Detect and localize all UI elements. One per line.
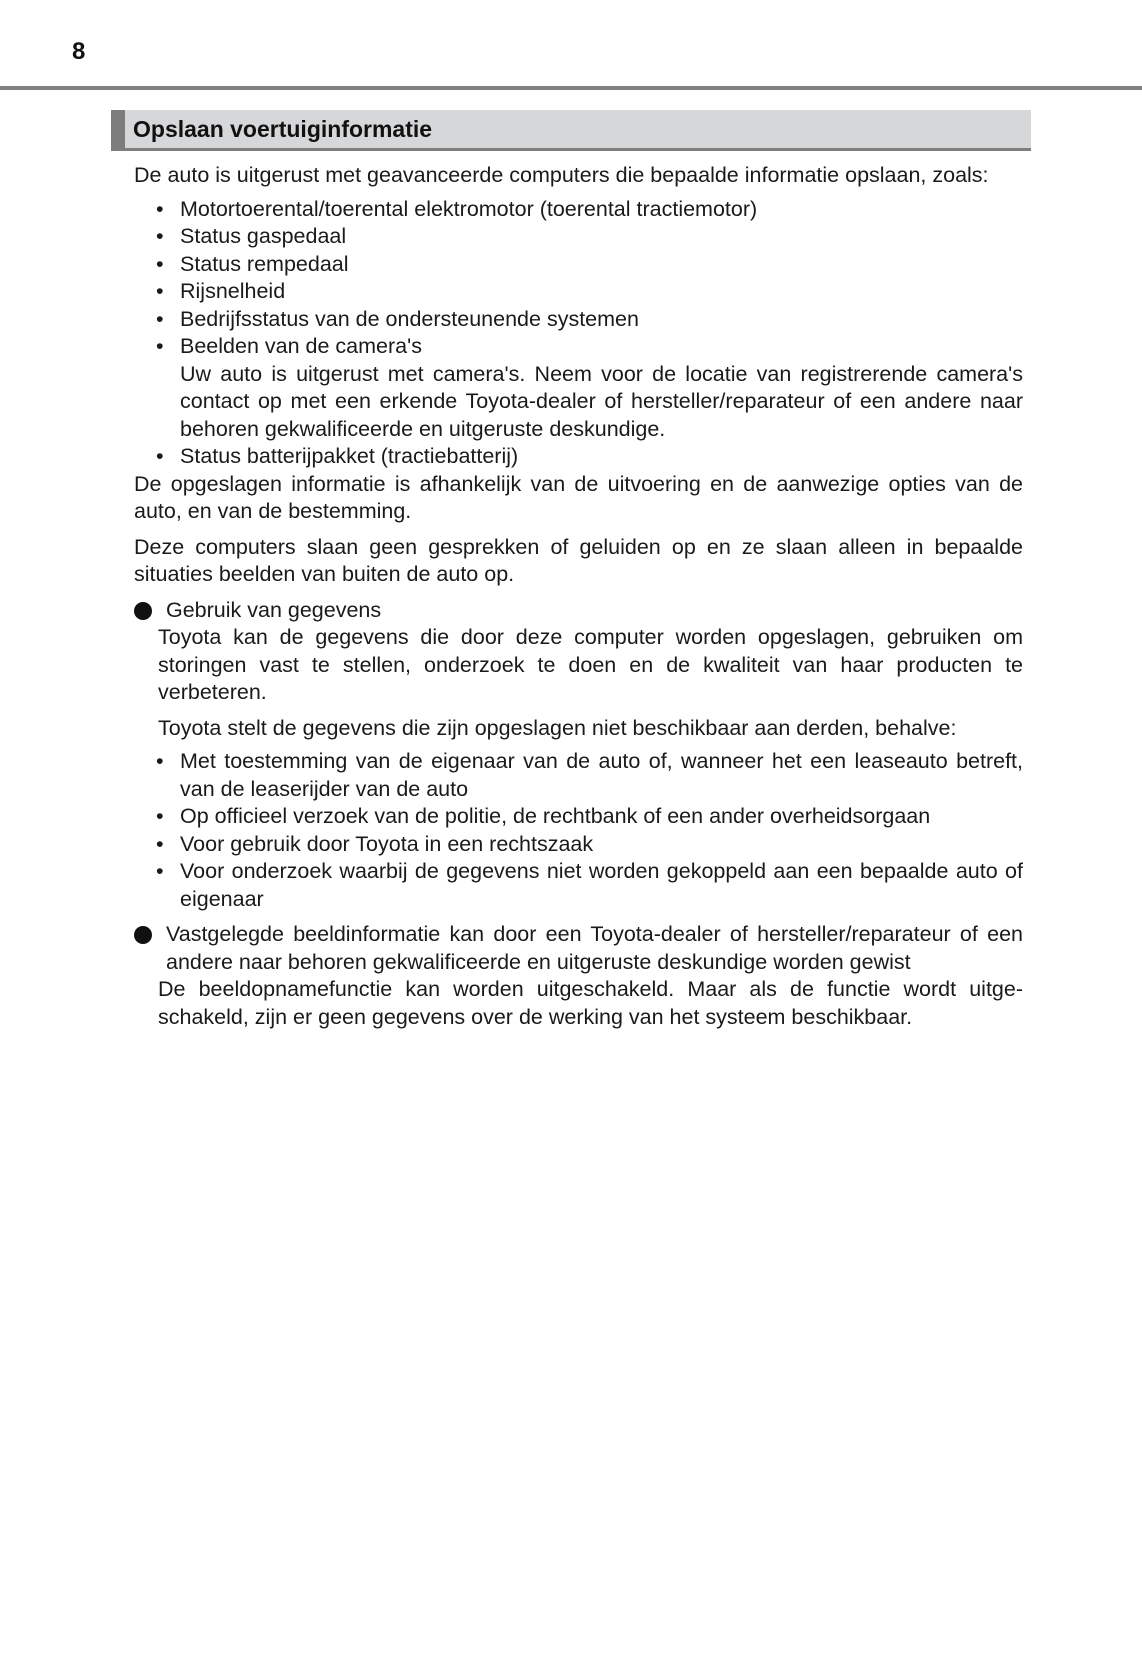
bullet-icon: • (156, 859, 164, 883)
usage-section (134, 597, 1023, 625)
list-item: • Met toestemming van de eigenaar van de auto of, wanneer het een leaseauto betreft, van de leaserijder van de auto (156, 749, 1023, 801)
list-item: • Op officieel verzoek van de politie, de rechtbank of een ander overheidsorgaan (180, 803, 1023, 831)
section-title: Opslaan voertuiginformatie (133, 116, 433, 142)
filled-circle-icon (134, 926, 152, 944)
page-number: 8 (72, 38, 86, 65)
list-item: • Voor gebruik door Toyota in een rechtszaak (180, 831, 1023, 859)
usage-paragraph-2: Toyota stelt de gegevens die zijn opgeslagen niet beschikbaar aan derden, behalve: (158, 715, 957, 740)
list-item: • Bedrijfsstatus van de ondersteunende systemen (180, 306, 1023, 334)
section-header-accent (111, 110, 125, 151)
image-info-body (134, 976, 1023, 1031)
bullet-icon: • (156, 804, 164, 828)
section-header (111, 110, 1031, 151)
usage-heading: Gebruik van gegevens (166, 597, 382, 622)
no-audio-paragraph: Deze computers slaan geen gesprekken of geluiden op en ze slaan alleen in bepaalde situaties beelden van buiten de auto op. (134, 534, 1023, 586)
bullet-icon: • (156, 224, 164, 248)
bullet-icon: • (156, 251, 164, 276)
list-item: • Motortoerental/toerental elektromotor (toerental tractiemotor) (180, 196, 1023, 224)
intro-paragraph: De auto is uitgerust met geavanceerde computers die bepaalde informatie opslaan, zoals: (134, 163, 989, 187)
bullet-icon: • (156, 749, 164, 773)
page-content (134, 162, 1023, 1031)
list-item: • Status batterijpakket (tractiebatterij) (180, 443, 1023, 471)
header-rule (0, 86, 1142, 90)
stored-items-list (134, 196, 1023, 471)
exceptions-list (134, 748, 1023, 913)
depends-paragraph: De opgeslagen informatie is afhankelijk van de uitvoering en de aanwezige opties van de auto, en van de bestemming. (134, 471, 1023, 523)
camera-note: Uw auto is uitgerust met camera's. Neem voor de locatie van registrerende camera's contact op met een erkende Toyota-dealer of hersteller/reparateur of een andere naar behoren gekwalificeerde en uitgeruste deskundige. (180, 361, 1023, 441)
usage-paragraph-1: Toyota kan de gegevens die door deze computer worden opgeslagen, gebruiken om storingen vast te stellen, onderzoek te doen en de kwaliteit van haar producten te verbeteren. (158, 625, 1023, 704)
image-info-section (134, 921, 1023, 976)
bullet-icon: • (156, 444, 164, 468)
list-item: • Status rempedaal (180, 251, 1023, 279)
image-info-paragraph: De beeldopnamefunctie kan worden uitgeschakeld. Maar als de functie wordt uitge-schakeld, zijn er geen gegevens over de werking van het systeem beschikbaar. (158, 977, 1023, 1029)
bullet-icon: • (156, 831, 164, 856)
list-item: • Status gaspedaal (180, 223, 1023, 251)
list-item: • Rijsnelheid (180, 278, 1023, 306)
filled-circle-icon (134, 602, 152, 620)
image-info-heading: Vastgelegde beeldinformatie kan door een Toyota-dealer of hersteller/reparateur of een andere naar behoren gekwalificeerde en uitgeruste deskundige worden gewist (166, 922, 1023, 974)
list-item: • Voor onderzoek waarbij de gegevens niet worden gekoppeld aan een bepaalde auto of eigenaar (156, 859, 1023, 911)
bullet-icon: • (156, 306, 164, 331)
bullet-icon: • (156, 279, 164, 303)
usage-body (134, 624, 1023, 913)
bullet-icon: • (156, 196, 164, 221)
list-item: • Beelden van de camera's Uw auto is uitgerust met camera's. Neem voor de locatie van registrerende camera's contact op met een erkende Toyota-dealer of hersteller/reparateur of een andere naar behoren gekwalificeerde en uitgeruste deskundige. (180, 333, 1023, 443)
bullet-icon: • (156, 334, 164, 358)
